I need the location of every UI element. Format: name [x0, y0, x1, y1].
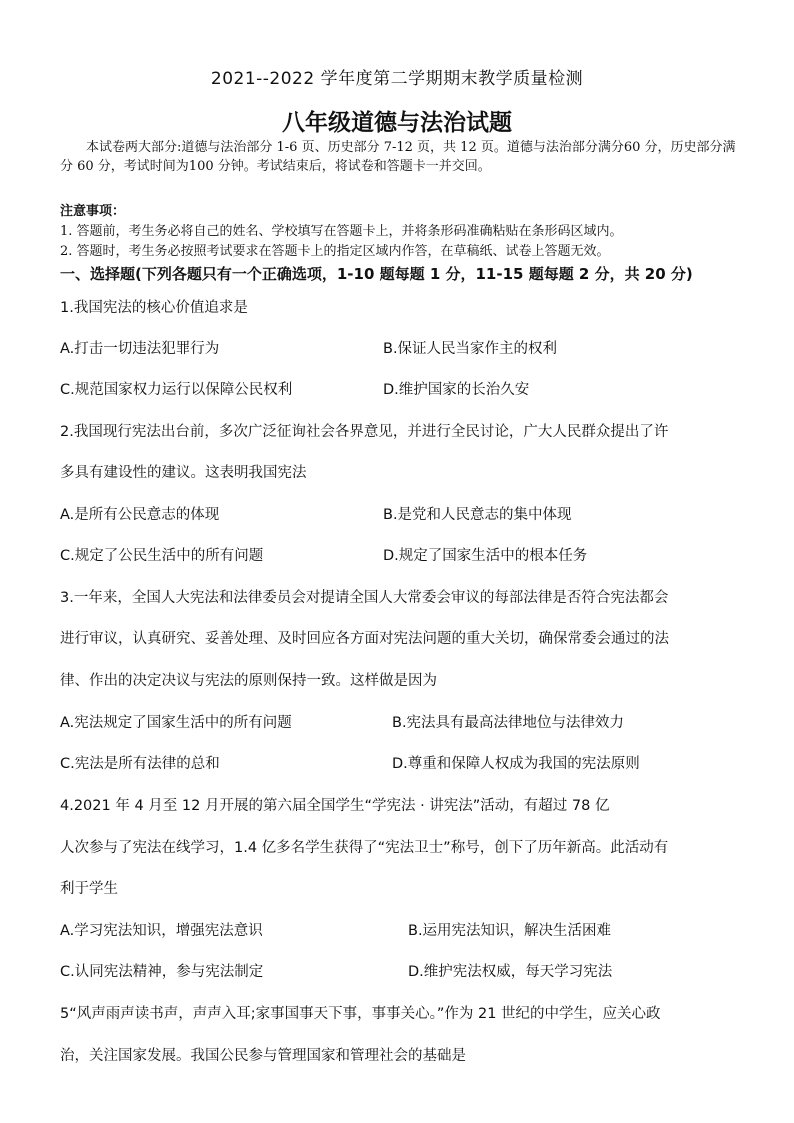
question-4-option-a: A.学习宪法知识，增强宪法意识 [60, 923, 263, 939]
exam-intro: 本试卷两大部分:道德与法治部分 1-6 页、历史部分 7-12 页，共 12 页。道德与法治部分满分60 分，历史部分满分 60 分，考试时间为100 分钟。考试结束后，将试卷和答题卡一并交回。 [60, 140, 736, 174]
question-3-stem: 进行审议，认真研究、妥善处理、及时回应各方面对宪法问题的重大关切，确保常委会通过的法 [60, 631, 669, 647]
notice-item: 1. 答题前，考生务必将自己的姓名、学校填写在答题卡上，并将条形码准确粘贴在条形码区域内。 [60, 224, 623, 239]
question-2-stem: 2.我国现行宪法出台前，多次广泛征询社会各界意见，并进行全民讨论，广大人民群众提出了许 [60, 424, 669, 440]
question-4-option-d: D.维护宪法权威，每天学习宪法 [408, 964, 613, 980]
question-2-option-d: D.规定了国家生活中的根本任务 [383, 548, 588, 564]
question-3-stem: 3.一年来，全国人大宪法和法律委员会对提请全国人大常委会审议的每部法律是否符合宪法都会 [60, 590, 669, 606]
question-3-option-b: B.宪法具有最高法律地位与法律效力 [392, 715, 625, 731]
question-3-option-c: C.宪法是所有法律的总和 [60, 756, 220, 772]
question-4-option-b: B.运用宪法知识，解决生活困难 [408, 923, 612, 939]
question-4-option-c: C.认同宪法精神，参与宪法制定 [60, 964, 264, 980]
question-4-stem: 利于学生 [60, 881, 118, 897]
question-4-stem: 4.2021 年 4 月至 12 月开展的第六届全国学生“学宪法 · 讲宪法”活动，有超过 78 亿 [60, 798, 610, 814]
question-5-stem: 5“风声雨声读书声，声声入耳;家事国事天下事，事事关心。”作为 21 世纪的中学生，应关心政 [60, 1006, 661, 1022]
subject-title: 八年级道德与法治试题 [282, 109, 512, 136]
question-5-stem: 治，关注国家发展。我国公民参与管理国家和管理社会的基础是 [60, 1048, 466, 1064]
question-2-option-b: B.是党和人民意志的集中体现 [383, 507, 572, 523]
question-3-option-a: A.宪法规定了国家生活中的所有问题 [60, 715, 292, 731]
exam-title: 2021--2022 学年度第二学期期末教学质量检测 [210, 69, 584, 89]
question-4-stem: 人次参与了宪法在线学习，1.4 亿多名学生获得了“宪法卫士”称号，创下了历年新高。此活动有 [60, 840, 669, 856]
question-1-option-a: A.打击一切违法犯罪行为 [60, 341, 220, 357]
question-1-option-b: B.保证人民当家作主的权利 [383, 341, 558, 357]
notice-heading: 注意事项： [60, 204, 126, 219]
section-heading: 一、选择题(下列各题只有一个正确选项，1-10 题每题 1 分，11-15 题每题 2 分，共 20 分) [60, 265, 693, 283]
notice-item: 2. 答题时，考生务必按照考试要求在答题卡上的指定区域内作答，在草稿纸、试卷上答题无效。 [60, 244, 610, 259]
question-3-option-d: D.尊重和保障人权成为我国的宪法原则 [392, 756, 640, 772]
question-2-option-a: A.是所有公民意志的体现 [60, 507, 220, 523]
question-2-option-c: C.规定了公民生活中的所有问题 [60, 548, 264, 564]
question-3-stem: 律、作出的决定决议与宪法的原则保持一致。这样做是因为 [60, 673, 437, 689]
question-1-stem: 1.我国宪法的核心价值追求是 [60, 300, 248, 316]
question-2-stem: 多具有建设性的建议。这表明我国宪法 [60, 465, 307, 481]
question-1-option-c: C.规范国家权力运行以保障公民权利 [60, 382, 293, 398]
question-1-option-d: D.维护国家的长治久安 [383, 382, 530, 398]
